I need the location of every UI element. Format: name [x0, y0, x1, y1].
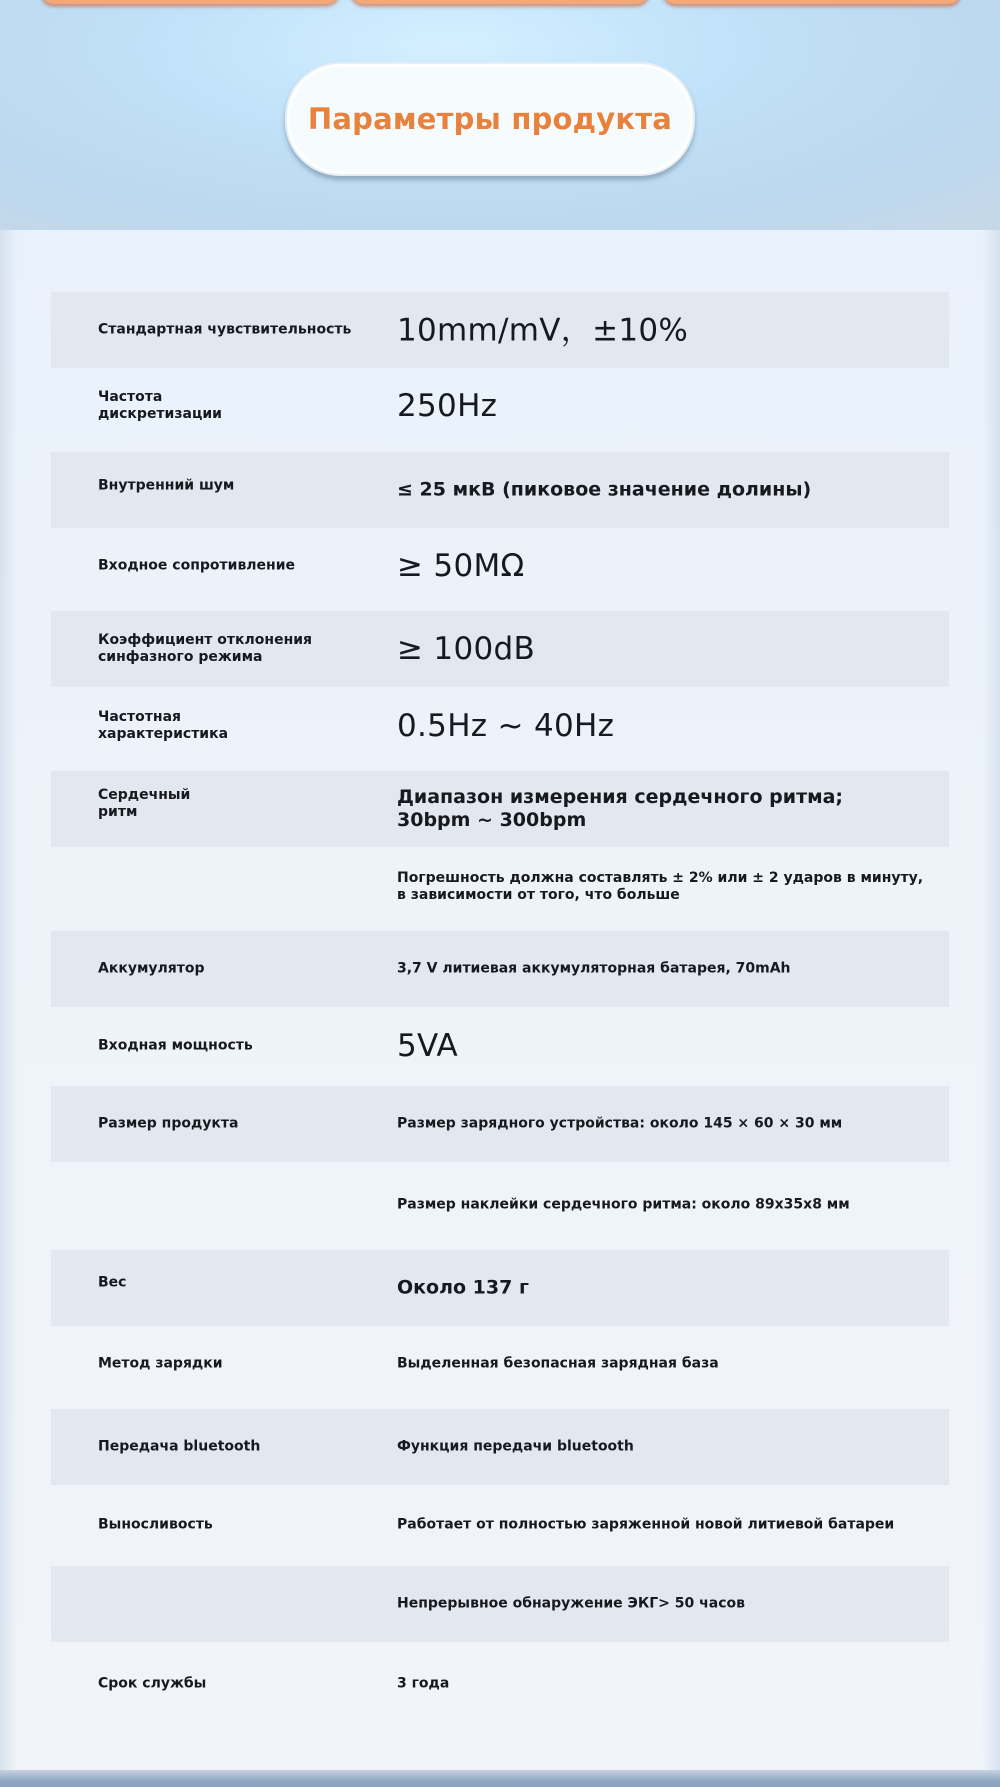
spec-value: ≤ 25 мкВ (пиковое значение долины) — [397, 478, 812, 501]
spec-label: Аккумулятор — [98, 960, 205, 977]
spec-row-ecg-duration — [51, 1566, 949, 1642]
spec-row-sampling-rate — [51, 368, 949, 444]
spec-label: Входная мощность — [98, 1037, 253, 1054]
page-title: Параметры продукта — [307, 102, 673, 136]
top-tab-decoration — [662, 0, 962, 4]
spec-row-cmrr — [51, 611, 949, 687]
spec-value: Диапазон измерения сердечного ритма; 30bpm ~ 300bpm — [397, 786, 844, 831]
spec-label: Сердечный ритм — [98, 787, 191, 820]
title-pill — [285, 62, 695, 176]
spec-row-service-life — [51, 1646, 949, 1722]
spec-row-charging-method — [51, 1326, 949, 1402]
spec-row-endurance — [51, 1487, 949, 1563]
header-banner — [0, 0, 1000, 230]
spec-value: 3 года — [397, 1675, 450, 1692]
spec-label: Вес — [98, 1274, 127, 1291]
spec-row-input-power — [51, 1008, 949, 1084]
spec-label: Размер продукта — [98, 1115, 239, 1132]
spec-value: Около 137 г — [397, 1276, 529, 1299]
spec-value: 10mm/mV，±10% — [397, 312, 689, 349]
spec-label: Передача bluetooth — [98, 1438, 261, 1455]
spec-row-battery — [51, 931, 949, 1007]
spec-row-heart-rate-accuracy — [51, 849, 949, 925]
spec-label: Срок службы — [98, 1675, 207, 1692]
spec-value: 5VA — [397, 1028, 459, 1064]
spec-value: Функция передачи bluetooth — [397, 1438, 634, 1455]
spec-value: 250Hz — [397, 388, 498, 424]
spec-row-frequency-response — [51, 688, 949, 764]
spec-row-sensitivity — [51, 292, 949, 368]
spec-label: Выносливость — [98, 1516, 213, 1533]
spec-row-sticker-size — [51, 1167, 949, 1243]
spec-label: Внутренний шум — [98, 477, 235, 494]
spec-row-weight — [51, 1250, 949, 1326]
spec-value: ≥ 50MΩ — [397, 548, 525, 584]
spec-value: 3,7 V литиевая аккумуляторная батарея, 70mAh — [397, 960, 791, 977]
spec-row-bluetooth — [51, 1409, 949, 1485]
spec-value: 0.5Hz ~ 40Hz — [397, 708, 615, 744]
spec-row-heart-rate — [51, 771, 949, 847]
spec-label: Метод зарядки — [98, 1355, 223, 1372]
spec-row-noise — [51, 452, 949, 528]
spec-label: Стандартная чувствительность — [98, 321, 352, 338]
spec-value: Непрерывное обнаружение ЭКГ> 50 часов — [397, 1595, 745, 1612]
bottom-divider — [0, 1770, 1000, 1787]
spec-label: Частота дискретизации — [98, 389, 222, 422]
top-tab-decoration — [350, 0, 650, 4]
spec-label: Частотная характеристика — [98, 709, 229, 742]
spec-label: Коэффициент отклонения синфазного режима — [98, 632, 313, 665]
spec-value: Выделенная безопасная зарядная база — [397, 1355, 719, 1372]
spec-value: Размер зарядного устройства: около 145 × 60 × 30 мм — [397, 1115, 843, 1132]
spec-value: Размер наклейки сердечного ритма: около 89x35x8 мм — [397, 1196, 850, 1213]
spec-value: ≥ 100dB — [397, 631, 536, 667]
top-tab-decoration — [40, 0, 340, 4]
spec-row-product-size — [51, 1086, 949, 1162]
spec-label: Входное сопротивление — [98, 557, 296, 574]
spec-value: Работает от полностью заряженной новой литиевой батареи — [397, 1516, 895, 1533]
spec-row-input-impedance — [51, 528, 949, 604]
spec-value: Погрешность должна составлять ± 2% или ± 2 ударов в минуту, в зависимости от того, что больше — [397, 870, 924, 903]
